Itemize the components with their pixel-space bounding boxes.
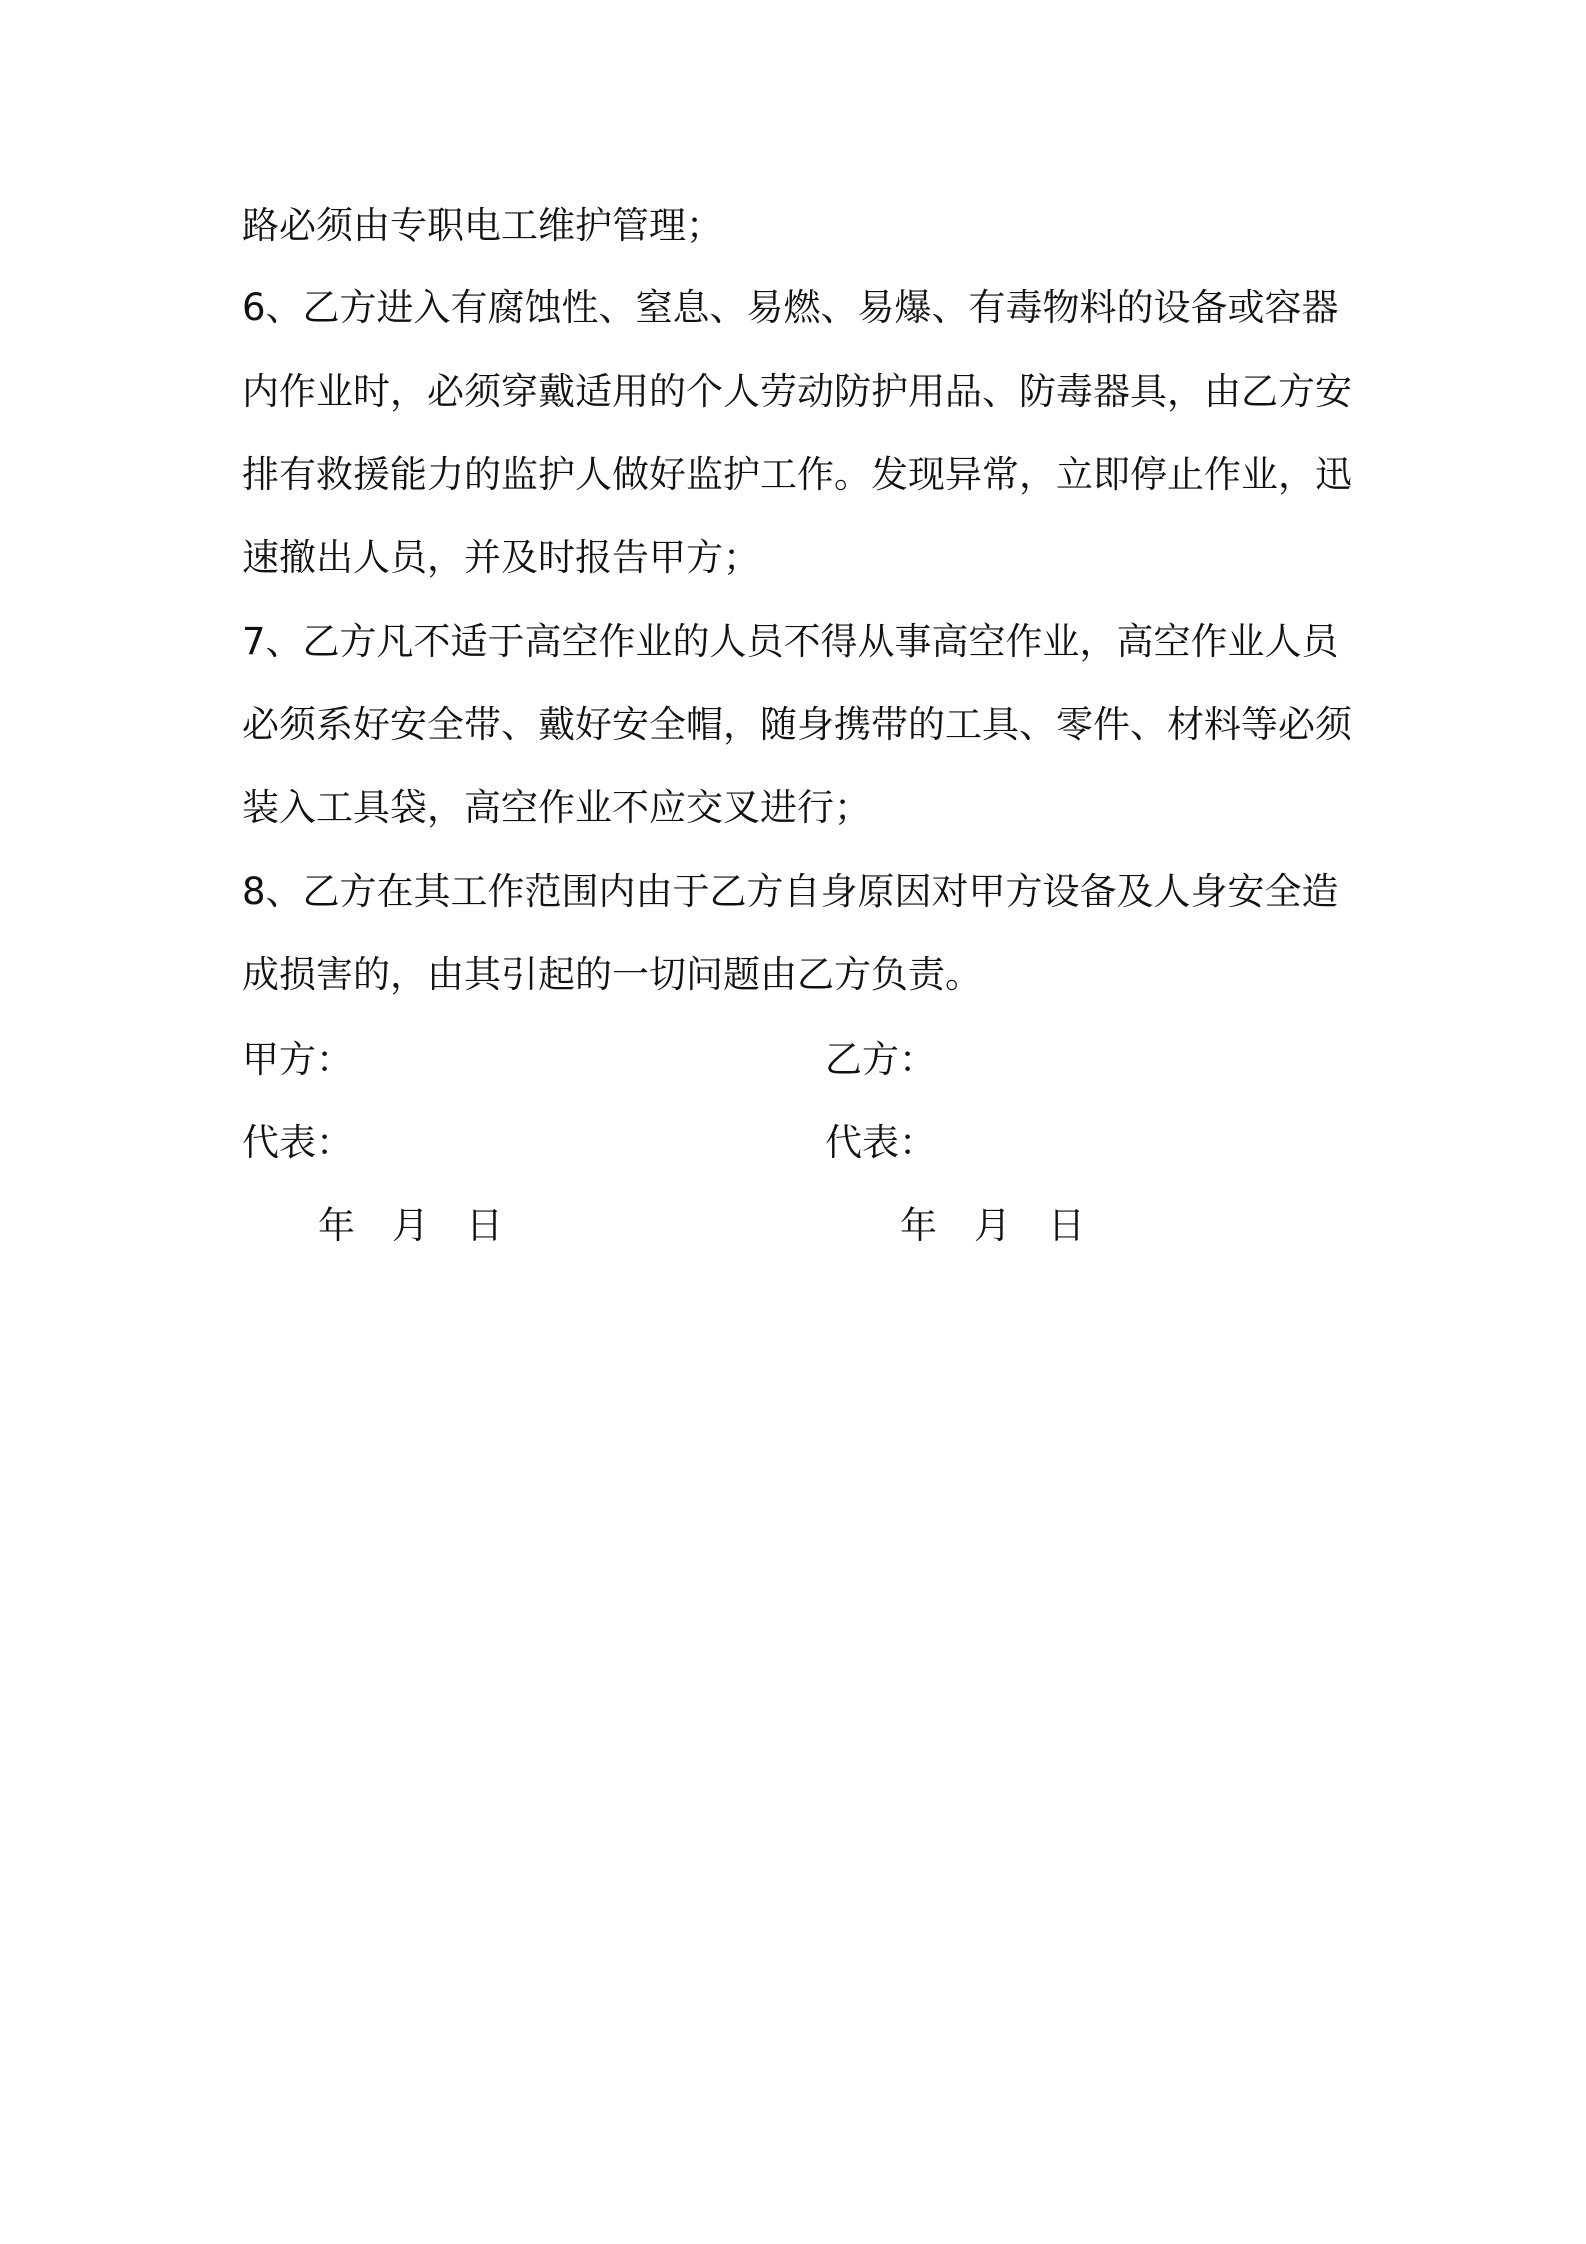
party-a-label: 甲方： <box>242 1038 353 1081</box>
text-line-p1-l3: 速撤出人员，并及时报告甲方； <box>242 536 760 579</box>
text-line-p2-l1: 必须系好安全带、戴好安全帽，随身携带的工具、零件、材料等必须 <box>242 703 1352 746</box>
text-line-p0-l0: 路必须由专职电工维护管理； <box>242 204 723 247</box>
date-b <box>900 1204 1085 1248</box>
text-line-p2-l0: 7、乙方凡不适于高空作业的人员不得从事高空作业，高空作业人员 <box>242 620 1339 663</box>
date-b-year: 年 <box>900 1204 937 1247</box>
date-a-year: 年 <box>318 1204 355 1247</box>
date-b-day: 日 <box>1048 1204 1085 1247</box>
text-line-p3-l1: 成损害的，由其引起的一切问题由乙方负责。 <box>242 953 982 996</box>
text-line-p2-l2: 装入工具袋，高空作业不应交叉进行； <box>242 786 871 829</box>
representative-a-label: 代表： <box>242 1121 353 1164</box>
text-line-p1-l2: 排有救援能力的监护人做好监护工作。发现异常，立即停止作业，迅 <box>242 453 1352 496</box>
party-b-label: 乙方： <box>825 1038 936 1081</box>
date-b-month: 月 <box>974 1204 1011 1247</box>
date-a-month: 月 <box>392 1204 429 1247</box>
representative-b-label: 代表： <box>825 1121 936 1164</box>
date-a-day: 日 <box>466 1204 503 1247</box>
date-a <box>318 1204 503 1248</box>
text-line-p3-l0: 8、乙方在其工作范围内由于乙方自身原因对甲方设备及人身安全造 <box>242 870 1339 913</box>
text-line-p1-l1: 内作业时，必须穿戴适用的个人劳动防护用品、防毒器具，由乙方安 <box>242 370 1352 413</box>
text-line-p1-l0: 6、乙方进入有腐蚀性、窒息、易燃、易爆、有毒物料的设备或容器 <box>242 286 1339 329</box>
